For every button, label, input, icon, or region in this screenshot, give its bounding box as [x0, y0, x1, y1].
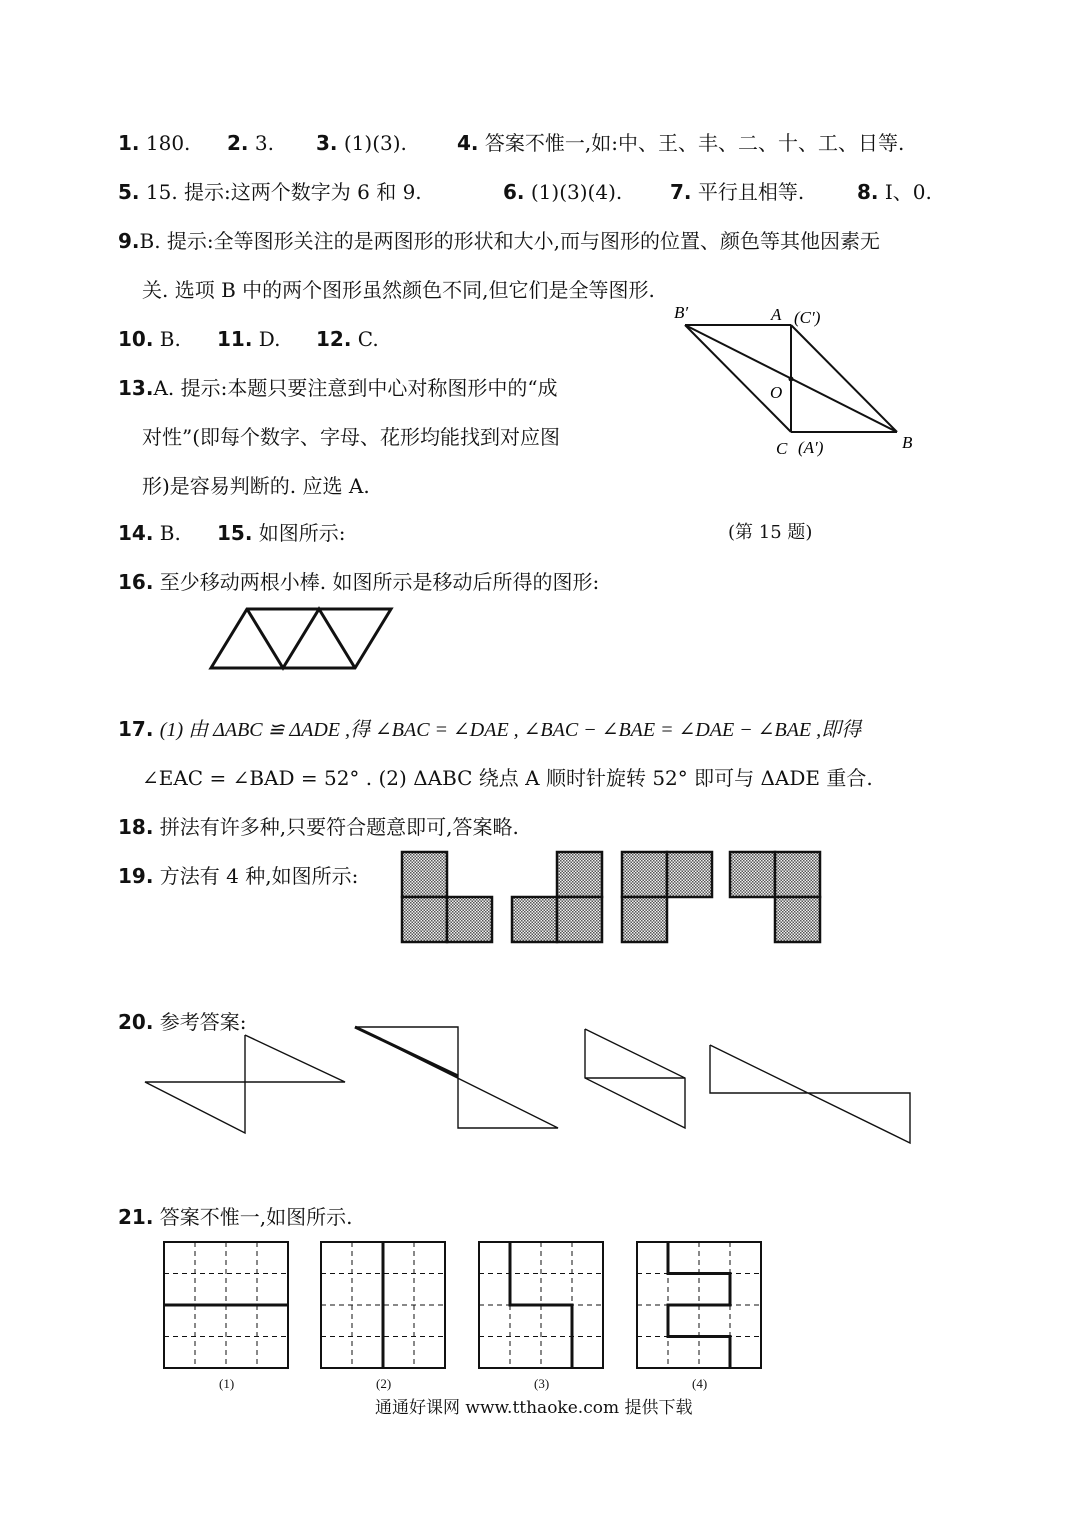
answer-19: 19. 方法有 4 种,如图所示:: [118, 864, 359, 888]
label-aprime: (A′): [798, 438, 824, 457]
figure-19-shaded-squares: [398, 848, 828, 948]
label-b: B: [902, 433, 913, 452]
answer-13-line2: 对性”(即每个数字、字母、花形均能找到对应图: [142, 425, 561, 449]
grid-caption-2: (2): [376, 1376, 392, 1391]
answer-14: 14. B.: [118, 521, 181, 545]
segment-a-b: [791, 325, 897, 432]
answer-18: 18. 拼法有许多种,只要符合题意即可,答案略.: [118, 815, 519, 839]
figure-15-diagram: [670, 300, 930, 460]
segment-bprime-c: [685, 325, 791, 432]
figure-21-grids: [160, 1238, 770, 1373]
answer-1: 1. 180.: [118, 131, 191, 155]
answer-13-line1: 13.A. 提示:本题只要注意到中心对称图形中的“成: [118, 376, 558, 400]
answer-2: 2. 3.: [227, 131, 274, 155]
footer-source: 通通好课网 www.tthaoke.com 提供下载: [375, 1398, 693, 1418]
answer-4: 4. 答案不惟一,如:中、王、丰、二、十、工、日等.: [457, 131, 905, 155]
label-o: O: [770, 383, 783, 402]
answer-12: 12. C.: [316, 327, 379, 351]
label-cprime: (C′): [794, 308, 821, 327]
figure-16-triangles: [205, 603, 405, 683]
answer-9-line1: 9.B. 提示:全等图形关注的是两图形的形状和大小,而与图形的位置、颜色等其他因素无: [118, 229, 881, 253]
answer-11: 11. D.: [217, 327, 281, 351]
answer-13-line3: 形)是容易判断的. 应选 A.: [142, 474, 370, 498]
label-a: A: [771, 305, 782, 324]
answer-3: 3. (1)(3).: [316, 131, 407, 155]
answer-20: 20. 参考答案:: [118, 1010, 247, 1034]
grid-caption-4: (4): [692, 1376, 708, 1391]
grid-caption-1: (1): [219, 1376, 235, 1391]
answer-17-line2: ∠EAC = ∠BAD = 52° . (2) ΔABC 绕点 A 顺时针旋转 52° 即可与 ΔADE 重合.: [142, 766, 873, 790]
figure-20-triangle-pairs: [140, 1020, 940, 1150]
figure-15-caption: (第 15 题): [728, 522, 813, 543]
answer-7: 7. 平行且相等.: [670, 180, 805, 204]
answer-16: 16. 至少移动两根小棒. 如图所示是移动后所得的图形:: [118, 570, 600, 594]
answer-5: 5. 15. 提示:这两个数字为 6 和 9.: [118, 180, 422, 204]
label-c: C: [776, 439, 788, 458]
answer-10: 10. B.: [118, 327, 181, 351]
answer-17-line1: 17. (1) 由 ΔABC ≌ ΔADE ,得 ∠BAC = ∠DAE , ∠BAC − ∠BAE = ∠DAE − ∠BAE ,即得: [118, 717, 862, 741]
point-o: [789, 377, 794, 382]
label-bprime: B′: [674, 303, 689, 322]
answer-21: 21. 答案不惟一,如图所示.: [118, 1205, 353, 1229]
answer-6: 6. (1)(3)(4).: [503, 180, 623, 204]
answer-15: 15. 如图所示:: [217, 521, 346, 545]
answer-9-line2: 关. 选项 B 中的两个图形虽然颜色不同,但它们是全等图形.: [142, 278, 655, 302]
answer-8: 8. I、0.: [857, 180, 932, 204]
grid-caption-3: (3): [534, 1376, 550, 1391]
